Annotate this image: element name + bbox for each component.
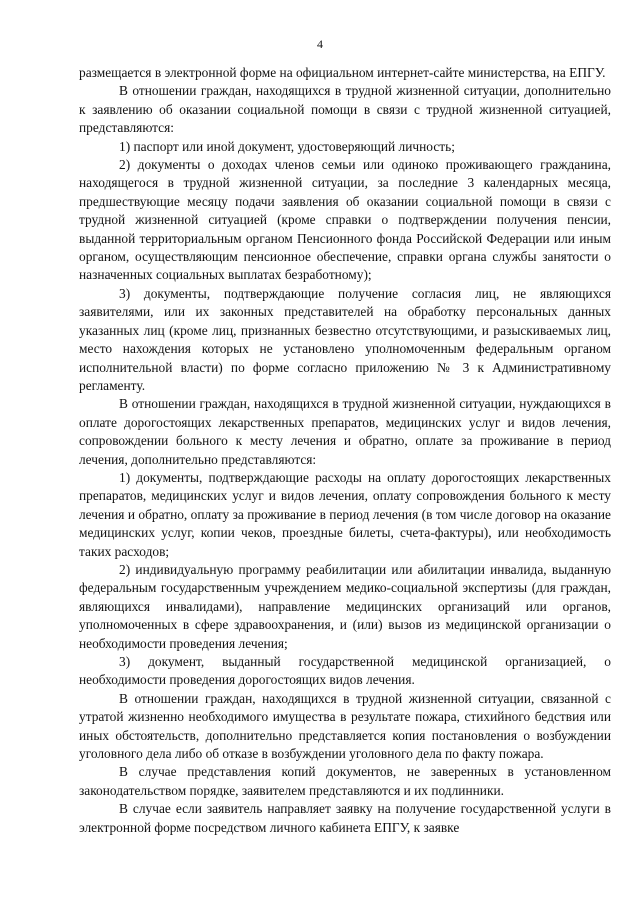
list-item: 2) документы о доходах членов семьи или одиноко проживающего гражданина, находящегося в трудной жизненной ситуации, за последние 3 календарных месяца, предшествующие месяцу подачи заявления об оказании социальной помощи в связи с трудной жизненной ситуацией (кроме справки о подтверждении получения пенсии, выданной территориальным органом Пенсионного фонда Российской Федерации или иным органом, осуществляющим пенсионное обеспечение, справки органа службы занятости о назначенных социальных выплатах безработному); <box>79 157 611 283</box>
paragraph: В случае представления копий документов, не заверенных в установленном законодательством порядке, заявителем представляются и их подлинники. <box>79 764 611 798</box>
paragraph: размещается в электронной форме на официальном интернет-сайте министерства, на ЕПГУ. <box>79 65 606 80</box>
paragraph: В случае если заявитель направляет заявку на получение государственной услуги в электронной форме посредством личного кабинета ЕПГУ, к заявке <box>79 801 611 835</box>
paragraph: В отношении граждан, находящихся в трудной жизненной ситуации, связанной с утратой жизненно необходимого имущества в результате пожара, стихийного бедствия или иных обстоятельств, дополнительно представляется копия постановления о возбуждении уголовного дела либо об отказе в возбуждении уголовного дела по факту пожара. <box>79 690 611 762</box>
list-item: 3) документ, выданный государственной медицинской организацией, о необходимости проведения дорогостоящих видов лечения. <box>79 654 611 688</box>
list-item: 1) паспорт или иной документ, удостоверяющий личность; <box>119 138 455 154</box>
list-item: 3) документы, подтверждающие получение согласия лиц, не являющихся заявителями, или их законных представителей на обработку персональных данных указанных лиц (кроме лиц, признанных безвестно отсутствующими, и разыскиваемых лиц, место нахождения которых не установлено уполномоченным федеральным органом исполнительной власти) по форме согласно приложению № 3 к Административному регламенту. <box>79 285 611 393</box>
document-body <box>79 64 611 837</box>
page-number: 4 <box>317 37 323 51</box>
paragraph: В отношении граждан, находящихся в трудной жизненной ситуации, нуждающихся в оплате дорогостоящих лекарственных препаратов, медицинских услуг и видов лечения, сопровождении больного к месту лечения и обратно, оплате за проживание в период лечения, дополнительно представляются: <box>79 396 611 467</box>
list-item: 1) документы, подтверждающие расходы на оплату дорогостоящих лекарственных препаратов, медицинских услуг и видов лечения, оплату сопровождения больного к месту лечения и обратно, оплату за проживание в период лечения (в том числе договор на оказание медицинских услуг, копии чеков, проездные билеты, счета-фактуры), или необходимость таких расходов; <box>79 469 611 559</box>
paragraph: В отношении граждан, находящихся в трудной жизненной ситуации, дополнительно к заявлению об оказании социальной помощи в связи с трудной жизненной ситуацией, представляются: <box>79 83 611 136</box>
list-item: 2) индивидуальную программу реабилитации или абилитации инвалида, выданную федеральным государственным учреждением медико-социальной экспертизы (для граждан, являющихся инвалидами), направление медицинских организаций или органов, уполномоченных в сфере здравоохранения, и (или) вызов из медицинской организации о необходимости проведения лечения; <box>79 561 611 651</box>
